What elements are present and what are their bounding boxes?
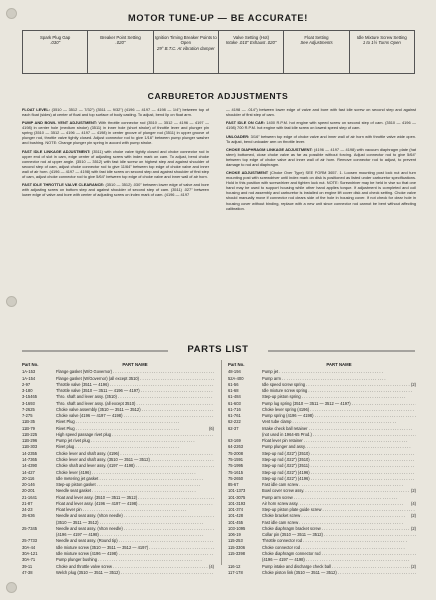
part-number: 61-484 (228, 394, 241, 400)
part-name: Pump arm screw . . . (262, 495, 416, 501)
part-name: (not used in 1964-65 Prod.) . . . (262, 432, 416, 438)
part-name: Fast idle cam screw . . . (262, 520, 416, 526)
part-name: Step-up rod (.022") (3510) . . . (262, 457, 416, 463)
part-number: 20-116 (22, 475, 35, 481)
adjustment-label: FAST IDLE ON CAR: (226, 120, 265, 126)
part-name: Pump plunger bushing . . . (56, 557, 214, 563)
parts-list-right (228, 362, 416, 576)
part-name: Step-up rod (.022") (4196) . . . (262, 470, 416, 476)
carb-adjust-left-column (22, 107, 209, 339)
part-number: 101-3193 (228, 500, 246, 506)
part-name: Flange gasket (W/O Governor) . . . (56, 369, 214, 375)
part-number-header: Part No. (228, 362, 245, 367)
part-name: Idle mixture screw (4196 — 4198) . . . (56, 551, 214, 557)
part-number: 7-275 (22, 413, 33, 419)
part-name: Rivet Plug . . . (56, 426, 208, 432)
tuneup-label: Valve Setting (Hot) (233, 35, 270, 40)
part-number: 64-2263 (228, 444, 244, 450)
part-name: Idle mixture screw (3510 — 3511 — 3512 — 4197) . . . (56, 545, 214, 551)
part-number: 85-67 (228, 482, 239, 488)
part-name: Vent tube clamp . . . (262, 419, 416, 425)
page-title: MOTOR TUNE-UP — BE ACCURATE! (127, 13, 309, 23)
tuneup-cell (350, 31, 414, 73)
part-name: Needle seat gasket . . . (56, 488, 214, 494)
part-name: Float lever pin . . . (56, 507, 214, 513)
part-name: Choke shaft and lever assy. (4197 — 4198) . . . (56, 463, 214, 469)
part-number: 20-201 (22, 488, 35, 494)
part-name: Choke lever and shaft assy. (3510 — 3511 — 3512) . . . (56, 457, 214, 463)
parts-list-title: PARTS LIST (187, 344, 249, 355)
part-name: Choke diaphragm connector rod . . . (262, 551, 416, 557)
tuneup-value: .030" (50, 40, 61, 46)
part-name-header: PART NAME (326, 362, 352, 367)
part-number: 52A-400 (228, 375, 244, 381)
part-name: Throttle valve (3511 — 4196) . . . (56, 382, 214, 388)
part-number: 101-1373 (228, 488, 246, 494)
part-number: 20-146 (22, 482, 35, 488)
part-number: 30A-44 (22, 544, 36, 550)
adjustment-text: (3510 — 3512 — 7/32") (3511 — 9/32") (4196 — 4197 — 4198 — 1/4") between top of each float (sides) at center of float and top surface of body casting. To adjust, bend lip on float arm. (22, 107, 209, 118)
part-number: 101-428 (228, 513, 244, 519)
adjustment-text: With throttle connector rod (3510 — 3512 — 4196 — 4197 — 4198) in center hole (medium stroke) (3511) in inner hole (short stroke) of throttle lever and plunger pin spring (3510 — 3512 — 4196 — 4197 — 4198) in center groove of plunger rod (3511) in upper groove of plunger rod, throttle valve tightly closed. Adjust connector rod to give 1/16" between pump plunger washer and bushing. NOTE: Change plunger pin spring in accord with pump stroke. (22, 120, 209, 146)
punch-hole (6, 582, 17, 593)
part-number: 62-37 (228, 425, 239, 431)
part-name: Choke lever and shaft assy. (4196) . . . (56, 451, 214, 457)
part-name: Step-up rod (.022") (4196) . . . (262, 476, 416, 482)
part-name: Float and lever assy. (3510 — 3511 — 3512) . . . (56, 495, 214, 501)
part-number: 14-2355 (22, 450, 38, 456)
adjustment-paragraph (22, 120, 209, 145)
tuneup-value: .020" (115, 40, 126, 46)
part-name: Float and lever assy. (4196 — 4197 — 4198) . . . (56, 501, 214, 507)
part-number: 62-222 (228, 419, 241, 425)
part-number-header: Part No. (22, 362, 39, 367)
part-name: Step-up rod (.022") (3510) . . . (262, 451, 416, 457)
part-name: Rivet plug . . . (56, 444, 214, 450)
adjustment-text: — 4198 — .014") between lower edge of valve and bore with fast idle screw on second step and against shoulder of first step of cam. (226, 107, 416, 118)
part-quantity: (2) (410, 488, 416, 494)
part-number: 39-11 (22, 563, 33, 569)
tuneup-cell (284, 31, 349, 73)
tuneup-table (22, 30, 415, 74)
part-number: 48-194 (228, 369, 241, 375)
part-number: 25-636 (22, 513, 35, 519)
part-number: 101-374 (228, 507, 244, 513)
parts-column-header (22, 362, 214, 368)
part-number: 1A-154 (22, 375, 36, 381)
part-number: 11B-225 (22, 431, 38, 437)
part-number: 30A-121 (22, 550, 38, 556)
part-name: Choke diaphragm bracket screw . . . (262, 526, 410, 532)
part-row (228, 570, 416, 576)
part-number: 21-1641 (22, 494, 38, 500)
part-quantity: (2) (410, 513, 416, 519)
part-name: Pump spring (4196 — 4198) . . . (262, 413, 416, 419)
part-name: Choke lever spring (4196) . . . (262, 407, 416, 413)
part-name: Flange gasket (W/Governor) (all except 3510) . . . (56, 376, 214, 382)
part-number: 11B-35 (22, 419, 35, 425)
part-name: Needle and seat assy. (Viton needle) . . . (56, 513, 214, 519)
part-number: 101-3075 (228, 494, 246, 500)
part-name: Step-up piston gasket . . . (56, 482, 214, 488)
adjustment-text: (3510 — 3512) .030" between lower edge of valve and bore with adjusting screw on bottom step and against shoulder of second step of cam. (3511) .027" between lower edge of valve and bore with center of adjusting screw on index mark of cam. (4196 — 4197 (22, 182, 209, 198)
part-number: 3-15465 (22, 394, 38, 400)
part-number: 3-180 (22, 388, 33, 394)
column-divider (221, 360, 222, 565)
punch-hole (6, 296, 17, 307)
part-number: 75-2008 (228, 450, 244, 456)
part-name: Choke lever (4196) . . . (56, 470, 214, 476)
part-name: Thro. shaft and lever assy. (3510) . . . (56, 394, 214, 400)
adjustment-paragraph (226, 107, 416, 117)
part-number: 115-3398 (228, 550, 245, 556)
part-number: 75-1615 (228, 469, 244, 475)
adjustment-label: CHOKE ADJUSTMENT (226, 170, 269, 176)
adjustment-paragraph (226, 147, 416, 167)
part-name: Step-up rod (.022") (3511) . . . (262, 463, 416, 469)
part-number: 61-716 (228, 406, 241, 412)
part-name: Air horn screw assy. . . . (262, 501, 410, 507)
adjustment-label: PUMP AND BOWL VENT ADJUSTMENT: (22, 120, 97, 126)
part-quantity: (4) (208, 563, 214, 569)
part-number: 25-7733 (22, 538, 38, 544)
adjustment-label: FAST IDLE LINKAGE ADJUSTMENT: (22, 148, 91, 154)
part-number: 75-2650 (228, 475, 244, 481)
part-name-header: PART NAME (122, 362, 148, 367)
part-number: 116-12 (228, 563, 241, 569)
adjustment-text: 1400 R.P.M. hot engine with speed screw on second step of cam. (3510 — 4196 — 4198) 700 R.P.M. hot engine with fast idle screw on lowest speed step of cam. (226, 120, 416, 131)
tuneup-cell (154, 31, 219, 73)
tuneup-value: 1 to 1½ Turns Open (362, 40, 401, 46)
part-name: Idle speed screw spring . . . (262, 382, 410, 388)
part-name: Pump jet . . . (262, 369, 416, 375)
part-number: 21-87 (22, 500, 33, 506)
part-name: Pump jet rivet plug . . . (56, 438, 214, 444)
tuneup-label: Breaker Point Setting (100, 35, 141, 40)
tuneup-label: Float Setting (304, 35, 329, 40)
part-name: Choke valve assembly (3510 — 3511 — 3512) . . . (56, 407, 214, 413)
part-name: Choke valve (4196 — 4197 — 4198) . . . (56, 413, 214, 419)
adjustment-paragraph (226, 134, 416, 144)
part-number: 106-19 (228, 532, 241, 538)
part-name: Rivet Plug . . . (56, 419, 214, 425)
part-number: 11B-79 (22, 425, 35, 431)
part-name: Choke and throttle valve screw . . . (56, 564, 208, 570)
part-name: Throttle connector rod . . . (262, 538, 416, 544)
part-name: Collar pin (3510 — 3511 — 3512) . . . (262, 532, 416, 538)
tuneup-value: 29° B.T.C. At vibration damper (156, 45, 215, 51)
part-name: Step-up piston spring . . . (262, 394, 416, 400)
adjustment-text: (Choke Over Type) SEE FORM 3657. 1. Loosen mounting post lock nut and turn mounting post with screwdriver until index mark on disk is positioned as listed under carburetor specifications. Hold in this position with screwdriver and tighten lock nut. NOTE: Screwdriver may be held in vise so that one hand may be used to support housing while other hand applies torque. If adjustment is completed and coil housing and rod assembly and carburetor is installed on engine lift cover disk and check setting. Choke valve should manually move if connector rod clears side of the hole in housing cover. If not check for clear hole in housing cover without binding, replace with a new unit since connector rod cannot be bent without affecting calibration. (226, 170, 416, 211)
tuneup-cell (23, 31, 88, 73)
part-number: 25-7345 (22, 525, 38, 531)
part-number: 61-56 (228, 381, 239, 387)
tuneup-label: Spark Plug Gap (39, 35, 71, 40)
part-name: Pump intake and discharge check ball . . . (262, 564, 410, 570)
tuneup-cell (88, 31, 153, 73)
adjustment-text: (4196 — 4197 — 4198) with vacuum diaphragm plate (hat stem) bottomed, close choke valve as far as possible without forcing. Adjust connector rod to give 5/64" between top edge of choke valve and inner wall of air horn. Remove connector rod to adjust, to prevent damage to rod and diaphragm. (226, 146, 416, 167)
part-number: 115-3306 (228, 544, 245, 550)
part-name: Pump arm . . . (262, 376, 416, 382)
adjustment-paragraph (226, 120, 416, 130)
part-name: Needle and seat assy. (Viton needle) . . . (56, 526, 214, 532)
part-quantity: (2) (410, 525, 416, 531)
part-quantity: (2) (410, 381, 416, 387)
part-number: 103-1095 (228, 525, 246, 531)
part-number: 61-68 (228, 388, 239, 394)
part-name: Pump plunger and assy. . . . (262, 444, 416, 450)
part-name: Choke bracket screw . . . (262, 513, 410, 519)
part-name: High speed passage rivet plug . . . (56, 432, 214, 438)
part-number: 14-427 (22, 469, 35, 475)
carburetor-adjustments-heading: CARBURETOR ADJUSTMENTS (147, 91, 289, 101)
carb-adjust-right-column (226, 107, 416, 339)
part-number: 47-38 (22, 569, 33, 575)
part-number: 75-1995 (228, 463, 244, 469)
part-name: Intake check ball retainer . . . (262, 426, 416, 432)
adjustment-text: 3/16" between top edge of choke valve and inner wall of air horn with throttle valve wide open. To adjust, bend unloader arm on throttle lever. (226, 133, 416, 144)
tuneup-label: Idle Mixture Screw Setting (356, 35, 407, 40)
tuneup-value: See Adjustments (300, 40, 333, 46)
adjustment-paragraph (22, 149, 209, 179)
part-number: 75-1591 (228, 456, 244, 462)
part-name: Idle metering jet gasket . . . (56, 476, 214, 482)
part-quantity: (2) (410, 563, 416, 569)
part-name: Idle mixture screw spring . . . (262, 388, 416, 394)
part-number: 11B-303 (22, 444, 38, 450)
adjustment-paragraph (22, 107, 209, 117)
tuneup-value: Intake .010" Exhaust .020" (225, 40, 277, 46)
part-name: Bowl cover screw assy. . . . (262, 488, 410, 494)
part-name: Pump lug spring (3510 — 3511 — 3512 — 4197) . . . (262, 401, 416, 407)
part-name: Thro. shaft and lever assy. (all except 3510) . . . (56, 401, 214, 407)
part-number: 3-1693 (22, 400, 35, 406)
part-number: 24-23 (22, 507, 33, 513)
part-number: 61-603 (228, 400, 241, 406)
adjustment-paragraph (22, 182, 209, 197)
part-name: Throttle valve (3510 — 3511 — 4196 — 4197) . . . (56, 388, 214, 394)
part-number: 1A-153 (22, 369, 36, 375)
part-name: Float lever pin retainer . . . (262, 438, 416, 444)
tuneup-label: Ignition Timing Breaker Points to Open (154, 35, 217, 46)
tuneup-cell (219, 31, 284, 73)
adjustment-label: UNLOADER: (226, 133, 250, 139)
adjustment-paragraph (226, 170, 416, 210)
parts-list-left (22, 362, 214, 576)
part-name: Choke piston link (3510 — 3511 — 3512) . . . (262, 570, 416, 576)
adjustment-label: FAST IDLE THROTTLE VALVE CLEARANCE: (22, 182, 105, 188)
part-row (22, 570, 214, 576)
part-number: 14-4390 (22, 463, 38, 469)
part-name: (4196 — 4197 — 4198) . . . (262, 557, 416, 563)
part-number: 115-253 (228, 538, 243, 544)
part-number: 63-169 (228, 438, 241, 444)
part-name: Step-up piston plate guide screw . . . (262, 507, 416, 513)
part-name: Welch plug (3510 — 3511 — 3512) . . . (56, 570, 214, 576)
part-number: 14-7365 (22, 456, 38, 462)
part-quantity: (4) (410, 500, 416, 506)
part-number: 101-455 (228, 519, 244, 525)
adjustment-text: (3511) with choke valve tightly closed and choke connector rod in upper end of slot in cam, edge center of adjusting screw with index mark on cam. To adjust, bend choke connector rod at upper angle. (3510 — 3512) with fast idle screw on highest step and against shoulder of second step of cam, adjust choke connector rod to give 11/64" between top edge of choke valve and inner wall of air horn. (4196 — 4197 — 4198) with fast idle screw on second step and against shoulder of first step of cam, adjust choke connector rod to give 5/64" between top edge of choke valve and inner wall of air horn. (22, 148, 209, 179)
parts-column-header (228, 362, 416, 368)
part-name: (3510 — 3511 — 3512) . . . (56, 520, 214, 526)
part-name: Choke connector rod . . . (262, 545, 416, 551)
part-name: Needle and seat assy. (Round tip) . . . (56, 538, 214, 544)
parts-list-heading (0, 344, 436, 358)
part-name: Fast idle cam screw . . . (262, 482, 416, 488)
adjustment-label: CHOKE DIAPHRAGM LINKAGE ADJUSTMENT: (226, 146, 313, 152)
part-name: (4196 — 4197 — 4198) . . . (56, 532, 214, 538)
part-number: 2-97 (22, 381, 31, 387)
part-quantity: (6) (208, 425, 214, 431)
part-number: 7-2625 (22, 406, 35, 412)
part-number: 61-761 (228, 413, 241, 419)
part-number: 11B-296 (22, 438, 38, 444)
part-number: 117-178 (228, 569, 243, 575)
adjustment-label: FLOAT LEVEL: (22, 107, 51, 112)
part-number: 30A-71 (22, 557, 36, 563)
